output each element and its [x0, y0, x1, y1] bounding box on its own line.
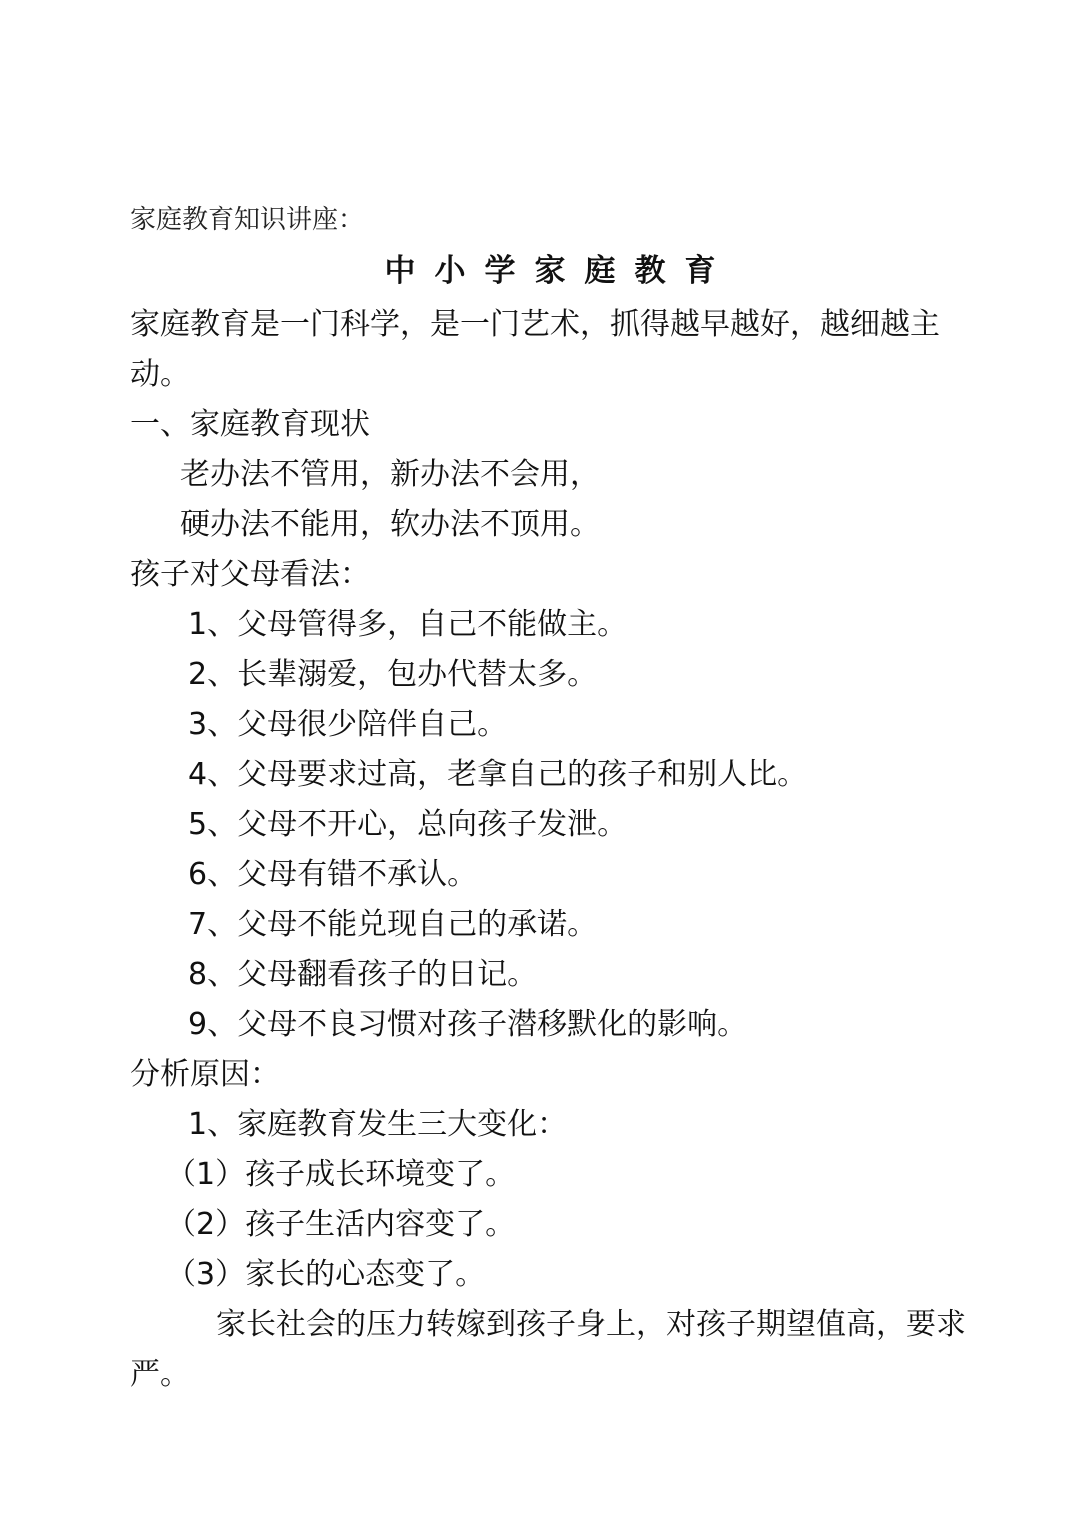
intro-paragraph: 家庭教育是一门科学，是一门艺术，抓得越早越好，越细越主动。 — [130, 307, 940, 392]
list-item: 4、父母要求过高，老拿自己的孩子和别人比。 — [188, 757, 808, 792]
list-item: 6、父母有错不承认。 — [188, 857, 478, 892]
document-body — [130, 198, 970, 1400]
analysis-point: 1、家庭教育发生三大变化： — [188, 1107, 568, 1142]
pressure-paragraph: 家长社会的压力转嫁到孩子身上，对孩子期望值高，要求严。 — [130, 1307, 966, 1392]
section-heading-status: 一、家庭教育现状 — [130, 407, 370, 442]
list-item: 2、长辈溺爱，包办代替太多。 — [188, 657, 598, 692]
list-item: 1、父母管得多，自己不能做主。 — [188, 607, 628, 642]
status-line: 硬办法不能用，软办法不顶用。 — [180, 507, 600, 542]
section-heading-children-views: 孩子对父母看法： — [130, 557, 370, 592]
list-item: 8、父母翻看孩子的日记。 — [188, 957, 538, 992]
list-item: 3、父母很少陪伴自己。 — [188, 707, 508, 742]
change-item: （2）孩子生活内容变了。 — [166, 1207, 516, 1242]
list-item: 5、父母不开心，总向孩子发泄。 — [188, 807, 628, 842]
document-title: 中小学家庭教育 — [384, 253, 735, 289]
list-item: 7、父母不能兑现自己的承诺。 — [188, 907, 598, 942]
change-item: （3）家长的心态变了。 — [166, 1257, 486, 1292]
lecture-subtitle: 家庭教育知识讲座： — [130, 205, 365, 235]
section-heading-analysis: 分析原因： — [130, 1057, 280, 1092]
list-item: 9、父母不良习惯对孩子潜移默化的影响。 — [188, 1007, 748, 1042]
status-line: 老办法不管用，新办法不会用， — [180, 457, 600, 492]
change-item: （1）孩子成长环境变了。 — [166, 1157, 516, 1192]
